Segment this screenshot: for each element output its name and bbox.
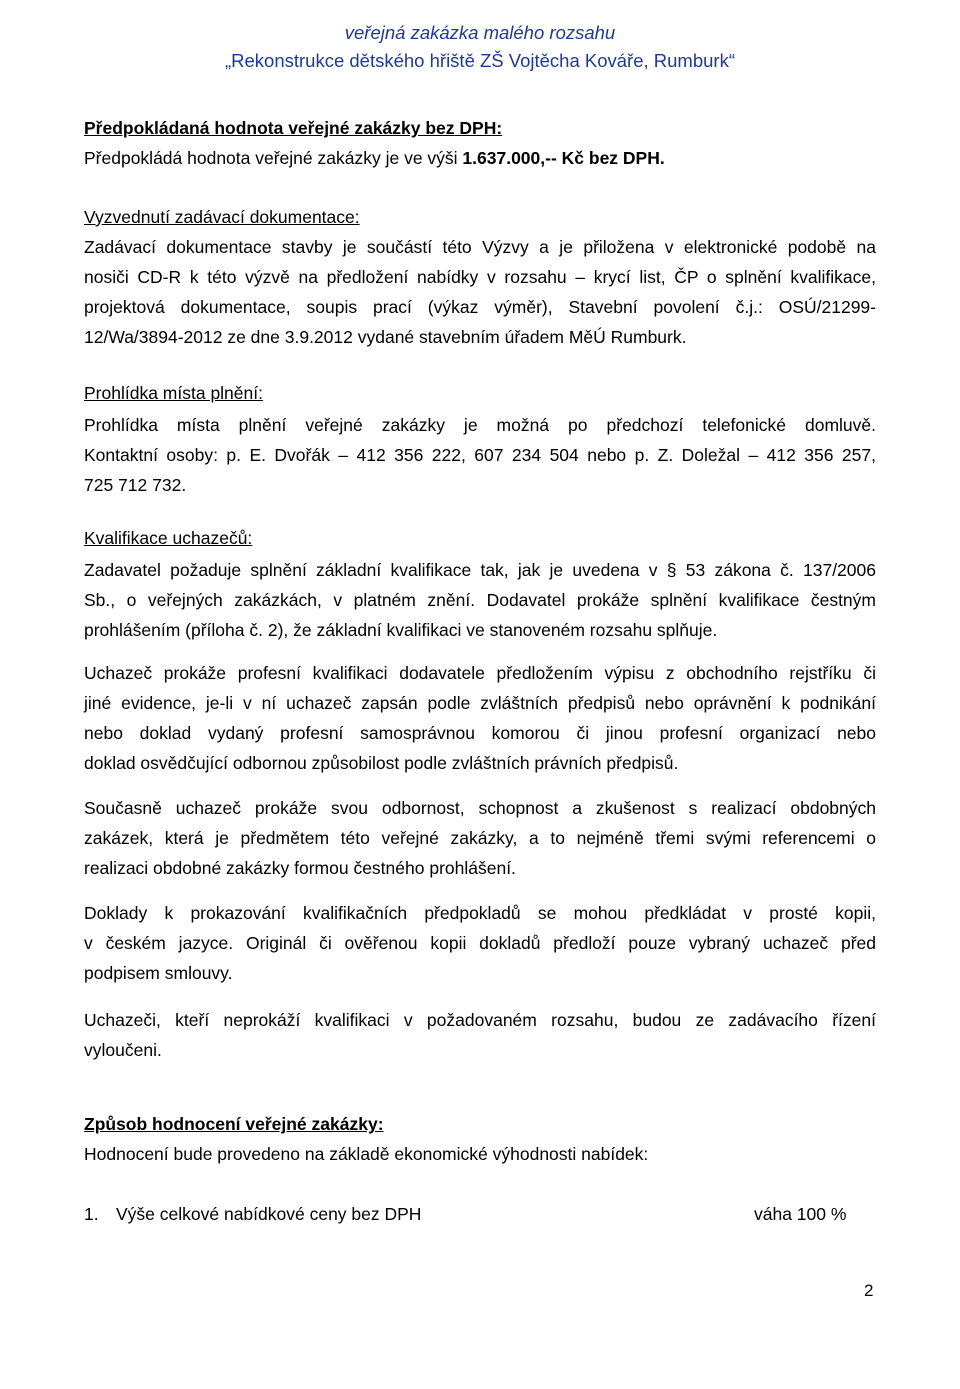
paragraph-line: vyloučeni. [84, 1040, 162, 1060]
estimated-value-amount: 1.637.000,-- Kč bez DPH. [462, 148, 665, 168]
section-title: Předpokládaná hodnota veřejné zakázky bez DPH: [84, 118, 503, 138]
section-title: Způsob hodnocení veřejné zakázky: [84, 1114, 384, 1134]
paragraph-line: doklad osvědčující odbornou způsobilost podle zvláštních právních předpisů. [84, 753, 679, 773]
paragraph-exclusion [84, 1005, 876, 1065]
paragraph-line: Současně uchazeč prokáže svou odbornost, schopnost a zkušenost s realizací obdobných [84, 798, 876, 818]
paragraph-line: Uchazeči, kteří neprokáží kvalifikaci v požadovaném rozsahu, budou ze zadávacího řízení [84, 1010, 876, 1030]
paragraph-line: v českém jazyce. Originál či ověřenou kopii dokladů předloží pouze vybraný uchazeč před [84, 933, 876, 953]
paragraph-line: podpisem smlouvy. [84, 963, 233, 983]
paragraph-line: 725 712 732. [84, 475, 187, 495]
section-estimated-value [84, 113, 876, 173]
paragraph-line: Doklady k prokazování kvalifikačních předpokladů se mohou předkládat v prosté kopii, [84, 903, 876, 923]
paragraph-professional-qualification [84, 658, 876, 778]
section-documentation-pickup [84, 202, 876, 352]
header-contract-type: veřejná zakázka malého rozsahu [344, 22, 616, 43]
paragraph-line: nosiči CD-R k této výzvě na předložení nabídky v rozsahu – krycí list, ČP o splnění kvalifikace, [84, 267, 876, 287]
section-title: Prohlídka místa plnění: [84, 383, 263, 403]
paragraph-line: projektová dokumentace, soupis prací (výkaz výměr), Stavební povolení č.j.: OSÚ/21299- [84, 297, 876, 317]
paragraph-line: Hodnocení bude provedeno na základě ekonomické výhodnosti nabídek: [84, 1144, 649, 1164]
criterion-label: Výše celkové nabídkové ceny bez DPH [116, 1204, 422, 1224]
paragraph-line: zakázek, která je předmětem této veřejné zakázky, a to nejméně třemi svými referencemi o [84, 828, 876, 848]
paragraph-line: Uchazeč prokáže profesní kvalifikaci dodavatele předložením výpisu z obchodního rejstříku či [84, 663, 876, 683]
page-number: 2 [864, 1281, 874, 1300]
criterion-weight: váha 100 % [754, 1204, 847, 1224]
paragraph-line: realizaci obdobné zakázky formou čestného prohlášení. [84, 858, 516, 878]
paragraph-line: Sb., o veřejných zakázkách, v platném znění. Dodavatel prokáže splnění kvalifikace čestným [84, 590, 876, 610]
estimated-value-text: Předpokládá hodnota veřejné zakázky je ve výši 1.637.000,-- Kč bez DPH. [84, 148, 665, 168]
paragraph-documents [84, 898, 876, 988]
paragraph-line: Zadavatel požaduje splnění základní kvalifikace tak, jak je uvedena v § 53 zákona č. 137/2006 [84, 560, 876, 580]
section-title: Vyzvednutí zadávací dokumentace: [84, 207, 360, 227]
paragraph-references [84, 793, 876, 883]
paragraph-line: Zadávací dokumentace stavby je součástí této Výzvy a je přiložena v elektronické podobě na [84, 237, 876, 257]
paragraph-line: Prohlídka místa plnění veřejné zakázky je možná po předchozí telefonické domluvě. [84, 415, 876, 435]
paragraph-line: jiné evidence, je-li v ní uchazeč zapsán podle zvláštních předpisů nebo oprávnění k podnikání [84, 693, 876, 713]
section-evaluation [84, 1109, 876, 1169]
paragraph-line: 12/Wa/3894-2012 ze dne 3.9.2012 vydané stavebním úřadem MěÚ Rumburk. [84, 327, 687, 347]
header-project-name: „Rekonstrukce dětského hřiště ZŠ Vojtěcha Kováře, Rumburk“ [224, 50, 735, 71]
criterion-number: 1. [84, 1204, 99, 1224]
section-qualification [84, 523, 876, 645]
section-site-inspection [84, 378, 876, 500]
section-title: Kvalifikace uchazečů: [84, 528, 253, 548]
paragraph-line: prohlášením (příloha č. 2), že základní kvalifikaci ve stanoveném rozsahu splňuje. [84, 620, 718, 640]
paragraph-line: nebo doklad vydaný profesní samosprávnou komorou či jinou profesní organizací nebo [84, 723, 876, 743]
paragraph-line: Kontaktní osoby: p. E. Dvořák – 412 356 222, 607 234 504 nebo p. Z. Doležal – 412 356 257, [84, 445, 876, 465]
